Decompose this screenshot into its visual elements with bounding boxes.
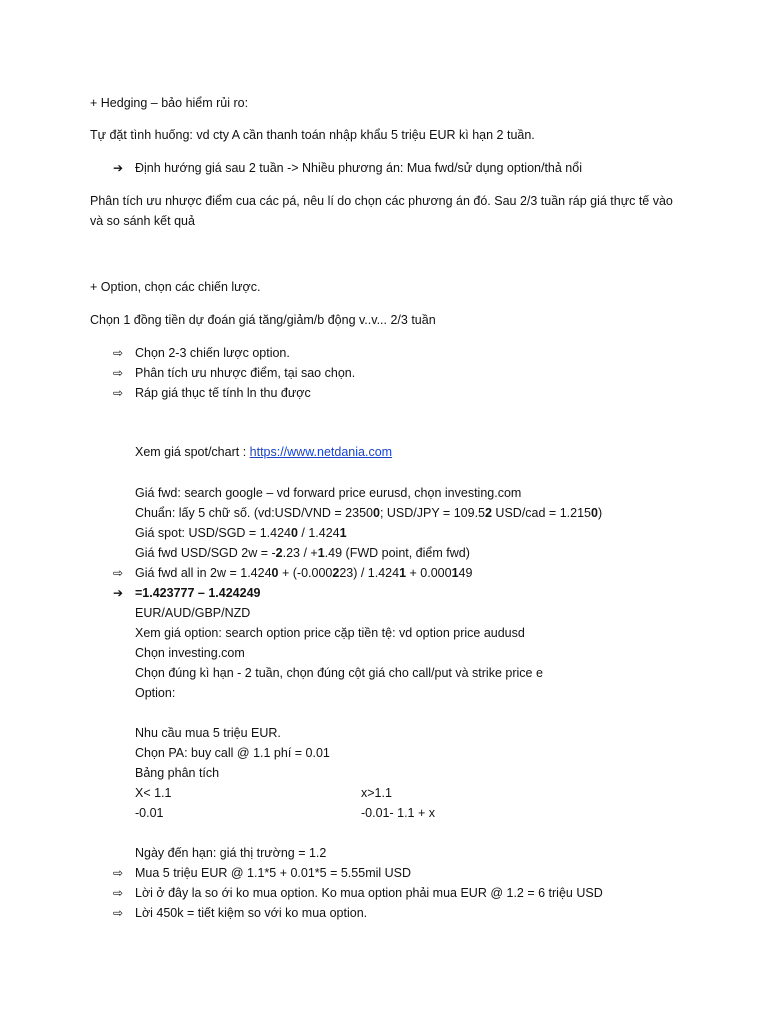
arrow-hollow-icon: ⇨	[113, 866, 124, 880]
orientation-text: Định hướng giá sau 2 tuần -> Nhiều phương án: Mua fwd/sử dụng option/thả nổi	[135, 161, 582, 175]
list-item: Chọn 2-3 chiến lược option.	[135, 346, 290, 360]
arrow-right-bold-icon: ➔	[113, 586, 124, 600]
list-item: Lời 450k = tiết kiệm so với ko mua option.	[135, 906, 368, 920]
spot-chart-label: Xem giá spot/chart :	[135, 445, 250, 459]
arrow-hollow-icon: ⇨	[113, 386, 124, 400]
hedging-heading: + Hedging – bảo hiểm rủi ro:	[90, 96, 249, 110]
fwd-all-in-line: Giá fwd all in 2w = 1.4240 + (-0.000223) / 1.4241 + 0.000149	[135, 566, 473, 580]
fwd-search-text: Giá fwd: search google – vd forward price eurusd, chọn investing.com	[135, 486, 522, 500]
arrow-hollow-icon: ⇨	[113, 566, 124, 580]
fwd-result: =1.423777 – 1.424249	[135, 586, 261, 600]
situation-text: Tự đặt tình huống: vd cty A cần thanh toán nhập khẩu 5 triệu EUR kì hạn 2 tuần.	[90, 128, 535, 142]
table-header-cell: X< 1.1	[135, 786, 172, 800]
arrow-right-bold-icon: ➔	[113, 161, 124, 175]
list-item: Mua 5 triệu EUR @ 1.1*5 + 0.01*5 = 5.55mil USD	[135, 866, 412, 880]
table-title: Bảng phân tích	[135, 766, 220, 780]
list-item: Ráp giá thục tế tính ln thu được	[135, 386, 311, 400]
currency-pairs: EUR/AUD/GBP/NZD	[135, 606, 251, 620]
list-item: Lời ở đây la so ới ko mua option. Ko mua option phải mua EUR @ 1.2 = 6 triệu USD	[135, 886, 603, 900]
netdania-link[interactable]: https://www.netdania.com	[249, 445, 393, 459]
table-cell: -0.01- 1.1 + x	[361, 806, 435, 820]
arrow-hollow-icon: ⇨	[113, 346, 124, 360]
list-item: Phân tích ưu nhược điểm, tại sao chọn.	[135, 366, 356, 380]
spot-chart-line	[135, 444, 392, 460]
arrow-hollow-icon: ⇨	[113, 906, 124, 920]
standard-line: Chuẩn: lấy 5 chữ số. (vd:USD/VND = 23500; USD/JPY = 109.52 USD/cad = 1.2150)	[135, 506, 603, 520]
choose-term-text: Chọn đúng kì hạn - 2 tuần, chọn đúng cột giá cho call/put và strike price e	[135, 666, 543, 680]
choose-investing-text: Chọn investing.com	[135, 646, 245, 660]
option-search-text: Xem giá option: search option price cặp tiền tệ: vd option price audusd	[135, 626, 525, 640]
option-label: Option:	[135, 686, 176, 700]
choose-currency-text: Chọn 1 đồng tiền dự đoán giá tăng/giảm/b động v..v... 2/3 tuần	[90, 313, 436, 327]
maturity-text: Ngày đến hạn: giá thị trường = 1.2	[135, 846, 327, 860]
option-heading: + Option, chọn các chiến lược.	[90, 280, 261, 294]
analysis-paragraph: Phân tích ưu nhược điểm cua các pá, nêu lí do chọn các phương án đó. Sau 2/3 tuần ráp giá thực tế vào và so sánh kết quả	[90, 194, 673, 228]
arrow-hollow-icon: ⇨	[113, 366, 124, 380]
table-cell: -0.01	[135, 806, 164, 820]
arrow-hollow-icon: ⇨	[113, 886, 124, 900]
table-header-cell: x>1.1	[361, 786, 392, 800]
fwd-points-line: Giá fwd USD/SGD 2w = -2.23 / +1.49 (FWD point, điểm fwd)	[135, 546, 470, 560]
need-text: Nhu cầu mua 5 triệu EUR.	[135, 726, 281, 740]
spot-price-line: Giá spot: USD/SGD = 1.4240 / 1.4241	[135, 526, 347, 540]
plan-text: Chọn PA: buy call @ 1.1 phí = 0.01	[135, 746, 330, 760]
